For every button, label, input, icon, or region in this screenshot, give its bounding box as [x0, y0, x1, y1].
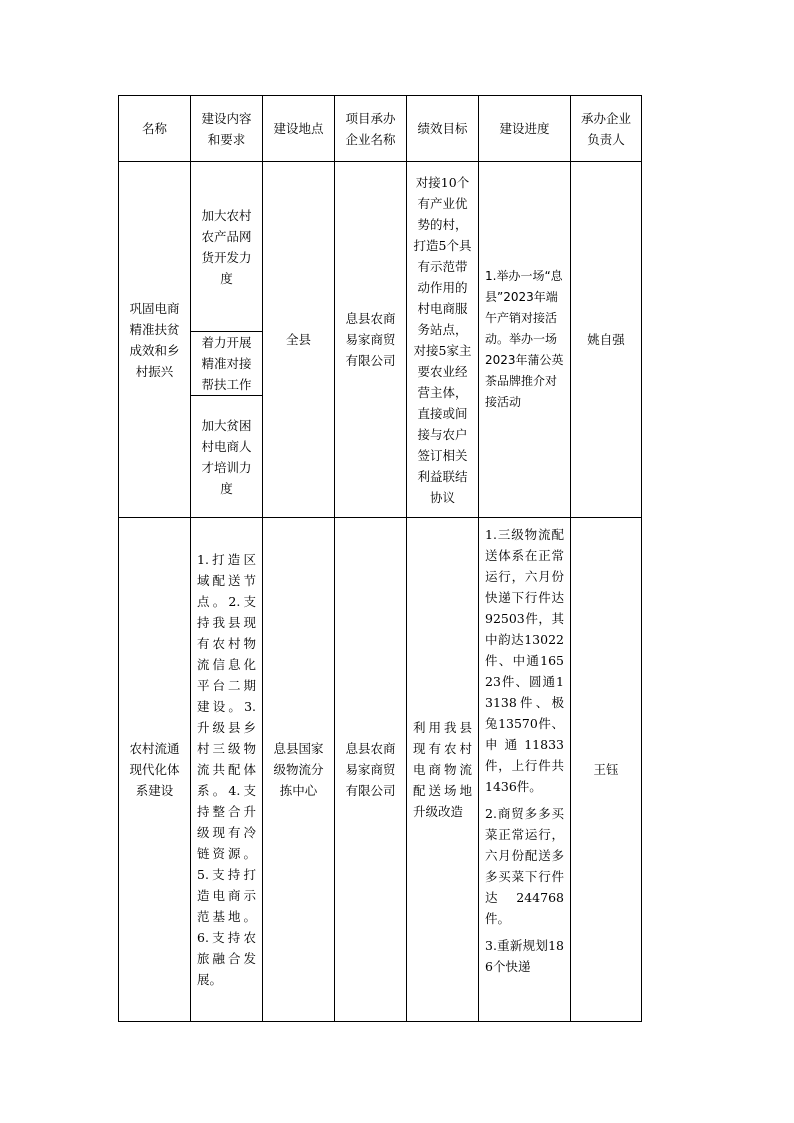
- header-location: 建设地点: [263, 96, 335, 162]
- row2-name: 农村流通现代化体系建设: [119, 518, 191, 1022]
- row2-progress-1: 1.三级物流配送体系在正常运行，六月份快递下行件达92503件，其中韵达13022件、中通16523件、圆通13138件、极兔13570件、申通11833件，上行件共1436件。: [485, 527, 564, 794]
- header-content: 建设内容和要求: [191, 96, 263, 162]
- table-header-row: [119, 96, 642, 162]
- row1-content-1: 加大农村农产品网货开发力度: [191, 162, 263, 332]
- header-target: 绩效目标: [407, 96, 479, 162]
- row2-company: 息县农商易家商贸有限公司: [335, 518, 407, 1022]
- project-table: [118, 95, 642, 1022]
- row1-progress: 1.举办一场“息县”2023年端午产销对接活动。举办一场2023年蒲公英茶品牌推介对接活动: [479, 162, 571, 518]
- row1-manager: 姚自强: [571, 162, 642, 518]
- header-company: 项目承办企业名称: [335, 96, 407, 162]
- header-progress: 建设进度: [479, 96, 571, 162]
- row2-content: 1.打造区域配送节点。2.支持我县现有农村物流信息化平台二期建设。3.升级县乡村三级物流共配体系。4.支持整合升级现有冷链资源。5.支持打造电商示范基地。6.支持农旅融合发展。: [191, 518, 263, 1022]
- row1-name: 巩固电商精准扶贫成效和乡村振兴: [119, 162, 191, 518]
- row1-location: 全县: [263, 162, 335, 518]
- row1-target: 对接10个有产业优势的村，打造5个具有示范带动作用的村电商服务站点，对接5家主要农业经营主体，直接或间接与农户签订相关利益联结协议: [407, 162, 479, 518]
- row2-progress: [479, 518, 571, 1022]
- row1-content-2: 着力开展精准对接帮扶工作: [191, 332, 263, 396]
- row2-progress-2: 2.商贸多多买菜正常运行，六月份配送多多买菜下行件达244768件。: [485, 806, 564, 926]
- row2-location: 息县国家级物流分拣中心: [263, 518, 335, 1022]
- row2-target: 利用我县现有农村电商物流配送场地升级改造: [407, 518, 479, 1022]
- header-manager: 承办企业负责人: [571, 96, 642, 162]
- table-row: [119, 518, 642, 1022]
- table-row: [119, 162, 642, 332]
- row2-progress-3: 3.重新规划186个快递: [485, 938, 564, 974]
- header-name: 名称: [119, 96, 191, 162]
- row2-manager: 王钰: [571, 518, 642, 1022]
- row1-company: 息县农商易家商贸有限公司: [335, 162, 407, 518]
- row1-content-3: 加大贫困村电商人才培训力度: [191, 396, 263, 518]
